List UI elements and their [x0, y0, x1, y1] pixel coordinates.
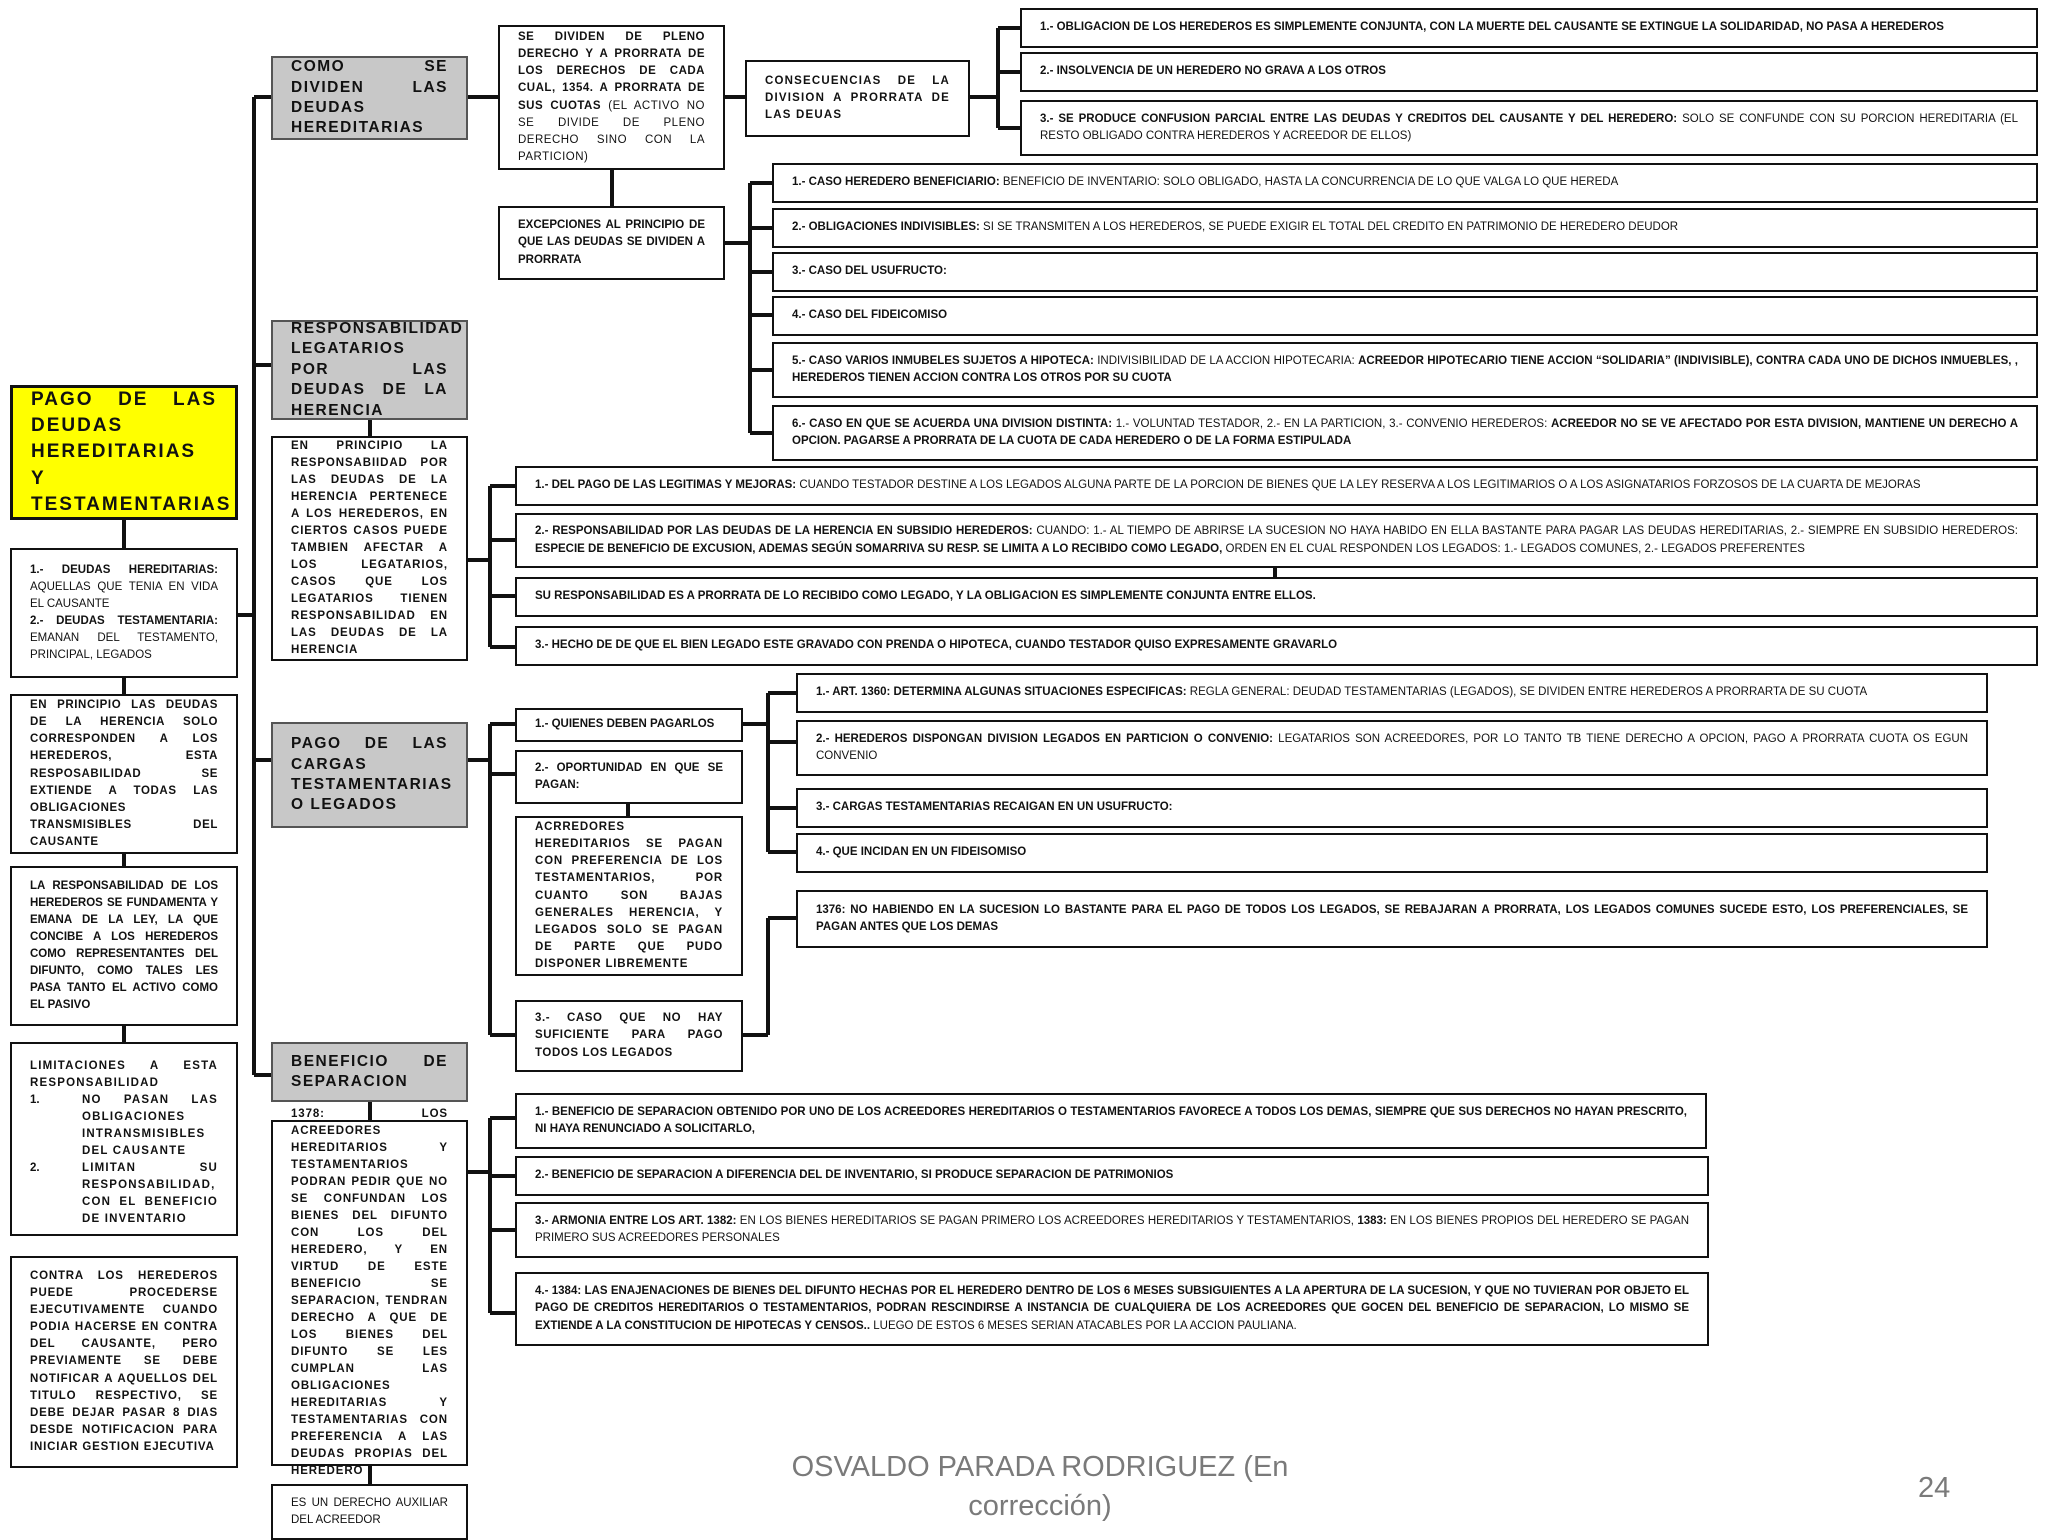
foundation-box	[10, 866, 238, 1026]
section-head-charges: PAGO DE LAS CARGAS TESTAMENTARIAS O LEGADOS	[271, 722, 468, 828]
execution-box	[10, 1256, 238, 1468]
page-number: 24	[1918, 1472, 1951, 1504]
separation-item-4: 4.- 1384: LAS ENAJENACIONES DE BIENES DEL DIFUNTO HECHAS POR EL HEREDERO DENTRO DE LOS 6 MESES SUBSIGUIENTES A LA APERTURA DE LA SUCESION, Y QUE NO TUVIERAN POR OBJETO EL PAGO DE CREDITOS HEREDITARIOS O TESTAMENTARIOS, PODRAN RESCINDIRSE A INSTANCIA DE CUALQUIERA DE LOS ACREEDORES QUE GOCEN DEL BENEFICIO DE SEPARACION, LO MISMO SE EXTIENDE A LA CONSTITUCION DE HIPOTECAS Y CENSOS.. LUEGO DE ESTOS 6 MESES SERIAN ATACABLES POR LA ACCION PAULIANA.	[515, 1272, 1709, 1346]
separation-aux-box: ES UN DERECHO AUXILIAR DEL ACREEDOR	[271, 1484, 468, 1540]
definitions-box	[10, 548, 238, 678]
definition-testamentary: 2.- DEUDAS TESTAMENTARIA: EMANAN DEL TESTAMENTO, PRINCIPAL, LEGADOS	[30, 615, 218, 662]
charges-when-box: 2.- OPORTUNIDAD EN QUE SE PAGAN:	[515, 750, 743, 804]
charges-who-box: 1.- QUIENES DEBEN PAGARLOS	[515, 708, 743, 742]
definition-hereditary: 1.- DEUDAS HEREDITARIAS: AQUELLAS QUE TENIA EN VIDA EL CAUSANTE	[30, 563, 218, 610]
charges-who-item-1: 1.- ART. 1360: DETERMINA ALGUNAS SITUACIONES ESPECIFICAS: REGLA GENERAL: DEUDAD TESTAMENTARIAS (LEGADOS), SE DIVIDEN ENTRE HEREDEROS A PRORRARTA DE SU CUOTA	[796, 673, 1988, 713]
separation-item-3: 3.- ARMONIA ENTRE LOS ART. 1382: EN LOS BIENES HEREDITARIOS SE PAGAN PRIMERO LOS ACREEDORES HEREDITARIOS Y TESTAMENTARIOS, 1383: EN LOS BIENES PROPIOS DEL HEREDERO SE PAGAN PRIMERO SUS ACREEDORES PERSONALES	[515, 1202, 1709, 1258]
separation-item-1: 1.- BENEFICIO DE SEPARACION OBTENIDO POR UNO DE LOS ACREEDORES HEREDITARIOS O TESTAMENTARIOS FAVORECE A TODOS LOS DEMAS, SIEMPRE QUE SUS DERECHOS NO HAYAN PRESCRITO, NI HAYA RENUNCIADO A SOLICITARLO,	[515, 1093, 1707, 1149]
limitations-box	[10, 1042, 238, 1236]
charges-who-item-2: 2.- HEREDEROS DISPONGAN DIVISION LEGADOS EN PARTICION O CONVENIO: LEGATARIOS SON ACREEDORES, POR LO TANTO TB TIENE DERECHO A OPCION, PAGO A PRORRATA CUOTA OS EGUN CONVENIO	[796, 720, 1988, 776]
main-title: PAGO DE LAS DEUDAS HEREDITARIAS Y TESTAMENTARIAS	[10, 385, 238, 520]
charges-insufficient-item: 1376: NO HABIENDO EN LA SUCESION LO BASTANTE PARA EL PAGO DE TODOS LOS LEGADOS, SE REBAJARAN A PRORRATA, LOS LEGADOS COMUNES SUCEDE ESTO, LOS PREFERENCIALES, SE PAGAN ANTES QUE LOS DEMAS	[796, 890, 1988, 948]
exception-item-6: 6.- CASO EN QUE SE ACUERDA UNA DIVISION DISTINTA: 1.- VOLUNTAD TESTADOR, 2.- EN LA PARTICION, 3.- CONVENIO HEREDEROS: ACREEDOR NO SE VE AFECTADO POR ESTA DIVISION, MANTIENE UN DERECHO A OPCION. PAGARSE A PRORRATA DE LA CUOTA DE CADA HEREDERO O DE LA FORMA ESTIPULADA	[772, 405, 2038, 461]
exception-item-2: 2.- OBLIGACIONES INDIVISIBLES: SI SE TRANSMITEN A LOS HEREDEROS, SE PUEDE EXIGIR EL TOTAL DEL CREDITO EN PATRIMONIO DE HEREDERO DEUDOR	[772, 208, 2038, 248]
exceptions-box: EXCEPCIONES AL PRINCIPIO DE QUE LAS DEUDAS SE DIVIDEN A PRORRATA	[498, 206, 725, 280]
limitation-item: 2. LIMITAN SU RESPONSABILIDAD, CON EL BENEFICIO DE INVENTARIO	[30, 1162, 218, 1226]
exception-item-4: 4.- CASO DEL FIDEICOMISO	[772, 296, 2038, 336]
division-rule-box: SE DIVIDEN DE PLENO DERECHO Y A PRORRATA DE LOS DERECHOS DE CADA CUAL, 1354. A PRORRATA DE SUS CUOTAS (EL ACTIVO NO SE DIVIDE DE PLENO DERECHO SINO CON LA PARTICION)	[498, 25, 725, 170]
consequence-item-1: 1.- OBLIGACION DE LOS HEREDEROS ES SIMPLEMENTE CONJUNTA, CON LA MUERTE DEL CAUSANTE SE EXTINGUE LA SOLIDARIDAD, NO PASA A HEREDEROS	[1020, 8, 2038, 48]
footer-author: OSVALDO PARADA RODRIGUEZ (En corrección)	[791, 1451, 1289, 1523]
section-head-division: COMO SE DIVIDEN LAS DEUDAS HEREDITARIAS	[271, 56, 468, 140]
separation-body-box: 1378: LOS ACREEDORES HEREDITARIOS Y TESTAMENTARIOS PODRAN PEDIR QUE NO SE CONFUNDAN LOS BIENES DEL DIFUNTO CON LOS DEL HEREDERO, Y EN VIRTUD DE ESTE BENEFICIO SE SEPARACION, TENDRAN DERECHO A QUE DE LOS BIENES DEL DIFUNTO SE LES CUMPLAN LAS OBLIGACIONES HEREDITARIAS Y TESTAMENTARIAS CON PREFERENCIA A LAS DEUDAS PROPIAS DEL HEREDERO	[271, 1120, 468, 1466]
consequence-item-3: 3.- SE PRODUCE CONFUSION PARCIAL ENTRE LAS DEUDAS Y CREDITOS DEL CAUSANTE Y DEL HEREDERO: SOLO SE CONFUNDE CON SU PORCION HEREDITARIA (EL RESTO OBLIGADO CONTRA HEREDEROS Y ACREEDOR DE ELLOS)	[1020, 100, 2038, 156]
limitation-item: 1. NO PASAN LAS OBLIGACIONES INTRANSMISIBLES DEL CAUSANTE	[30, 1094, 218, 1158]
legatee-item-1: 1.- DEL PAGO DE LAS LEGITIMAS Y MEJORAS: CUANDO TESTADOR DESTINE A LOS LEGADOS ALGUNA PARTE DE LA PORCION DE BIENES QUE LA LEY RESERVA A LOS LEGITIMARIOS O A LOS ASIGNATARIOS FORZOSOS DE LA CUARTA DE MEJORAS	[515, 466, 2038, 506]
exception-item-5: 5.- CASO VARIOS INMUBELES SUJETOS A HIPOTECA: INDIVISIBILIDAD DE LA ACCION HIPOTECARIA: ACREEDOR HIPOTECARIO TIENE ACCION “SOLIDARIA” (INDIVISIBLE), CONTRA CADA UNO DE DICHOS INMUEBLES, , HEREDEROS TIENEN ACCION CONTRA LOS OTROS POR SU CUOTA	[772, 342, 2038, 398]
charges-who-item-4: 4.- QUE INCIDAN EN UN FIDEISOMISO	[796, 833, 1988, 873]
legatees-principle-box: EN PRINCIPIO LA RESPONSABIIDAD POR LAS DEUDAS DE LA HERENCIA PERTENECE A LOS HEREDEROS, EN CIERTOS CASOS PUEDE TAMBIEN AFECTAR A LOS LEGATARIOS, CASOS QUE LOS LEGATARIOS TIENEN RESPONSABILIDAD EN LAS DEUDAS DE LA HERENCIA	[271, 436, 468, 661]
legatee-item-2: 2.- RESPONSABILIDAD POR LAS DEUDAS DE LA HERENCIA EN SUBSIDIO HEREDEROS: CUANDO: 1.- AL TIEMPO DE ABRIRSE LA SUCESION NO HAYA HABIDO EN ELLA BASTANTE PARA PAGAR LAS DEUDAS HEREDITARIAS, 2.- SIEMPRE EN SUBSIDIO HEREDEROS: ESPECIE DE BENEFICIO DE EXCUSION, ADEMAS SEGÚN SOMARRIVA SU RESP. SE LIMITA A LO RECIBIDO COMO LEGADO, ORDEN EN EL CUAL RESPONDEN LOS LEGADOS: 1.- LEGADOS COMUNES, 2.- LEGADOS PREFERENTES	[515, 513, 2038, 568]
principle-text: EN PRINCIPIO LAS DEUDAS DE LA HERENCIA SOLO CORRESPONDEN A LOS HEREDEROS, ESTA RESPOSABILIDAD SE EXTIENDE A TODAS LAS OBLIGACIONES TRANSMISIBLES DEL CAUSANTE	[30, 699, 218, 848]
charges-who-item-3: 3.- CARGAS TESTAMENTARIAS RECAIGAN EN UN USUFRUCTO:	[796, 788, 1988, 828]
execution-text: CONTRA LOS HEREDEROS PUEDE PROCEDERSE EJECUTIVAMENTE CUANDO PODIA HACERSE EN CONTRA DEL CAUSANTE, PERO PREVIAMENTE SE DEBE NOTIFICAR A AQUELLOS DEL TITULO RESPECTIVO, SE DEBE DEJAR PASAR 8 DIAS DESDE NOTIFICACION PARA INICIAR GESTION EJECUTIVA	[30, 1270, 218, 1453]
limitations-title: LIMITACIONES A ESTA RESPONSABILIDAD	[30, 1060, 218, 1090]
section-head-legatees: RESPONSABILIDAD LEGATARIOS POR LAS DEUDAS DE LA HERENCIA	[271, 320, 468, 420]
principle-box	[10, 694, 238, 854]
consequences-box: CONSECUENCIAS DE LA DIVISION A PRORRATA DE LAS DEUAS	[745, 60, 970, 137]
section-head-separation: BENEFICIO DE SEPARACION	[271, 1042, 468, 1102]
legatee-item-proportional: SU RESPONSABILIDAD ES A PRORRATA DE LO RECIBIDO COMO LEGADO, Y LA OBLIGACION ES SIMPLEMENTE CONJUNTA ENTRE ELLOS.	[515, 577, 2038, 617]
exception-item-3: 3.- CASO DEL USUFRUCTO:	[772, 252, 2038, 292]
charges-creditors-box: ACRREDORES HEREDITARIOS SE PAGAN CON PREFERENCIA DE LOS TESTAMENTARIOS, POR CUANTO SON BAJAS GENERALES HERENCIA, Y LEGADOS SOLO SE PAGAN DE PARTE QUE PUDO DISPONER LIBREMENTE	[515, 816, 743, 976]
foundation-text: LA RESPONSABILIDAD DE LOS HEREDEROS SE FUNDAMENTA Y EMANA DE LA LEY, LA QUE CONCIBE A LOS HEREDEROS COMO REPRESENTANTES DEL DIFUNTO, COMO TALES LES PASA TANTO EL ACTIVO COMO EL PASIVO	[30, 879, 218, 1012]
legatee-item-3: 3.- HECHO DE DE QUE EL BIEN LEGADO ESTE GRAVADO CON PRENDA O HIPOTECA, CUANDO TESTADOR QUISO EXPRESAMENTE GRAVARLO	[515, 626, 2038, 666]
charges-insufficient-box: 3.- CASO QUE NO HAY SUFICIENTE PARA PAGO TODOS LOS LEGADOS	[515, 1000, 743, 1072]
exception-item-1: 1.- CASO HEREDERO BENEFICIARIO: BENEFICIO DE INVENTARIO: SOLO OBLIGADO, HASTA LA CONCURRENCIA DE LO QUE VALGA LO QUE HEREDA	[772, 163, 2038, 203]
separation-item-2: 2.- BENEFICIO DE SEPARACION A DIFERENCIA DEL DE INVENTARIO, SI PRODUCE SEPARACION DE PATRIMONIOS	[515, 1156, 1709, 1196]
consequence-item-2: 2.- INSOLVENCIA DE UN HEREDERO NO GRAVA A LOS OTROS	[1020, 52, 2038, 92]
